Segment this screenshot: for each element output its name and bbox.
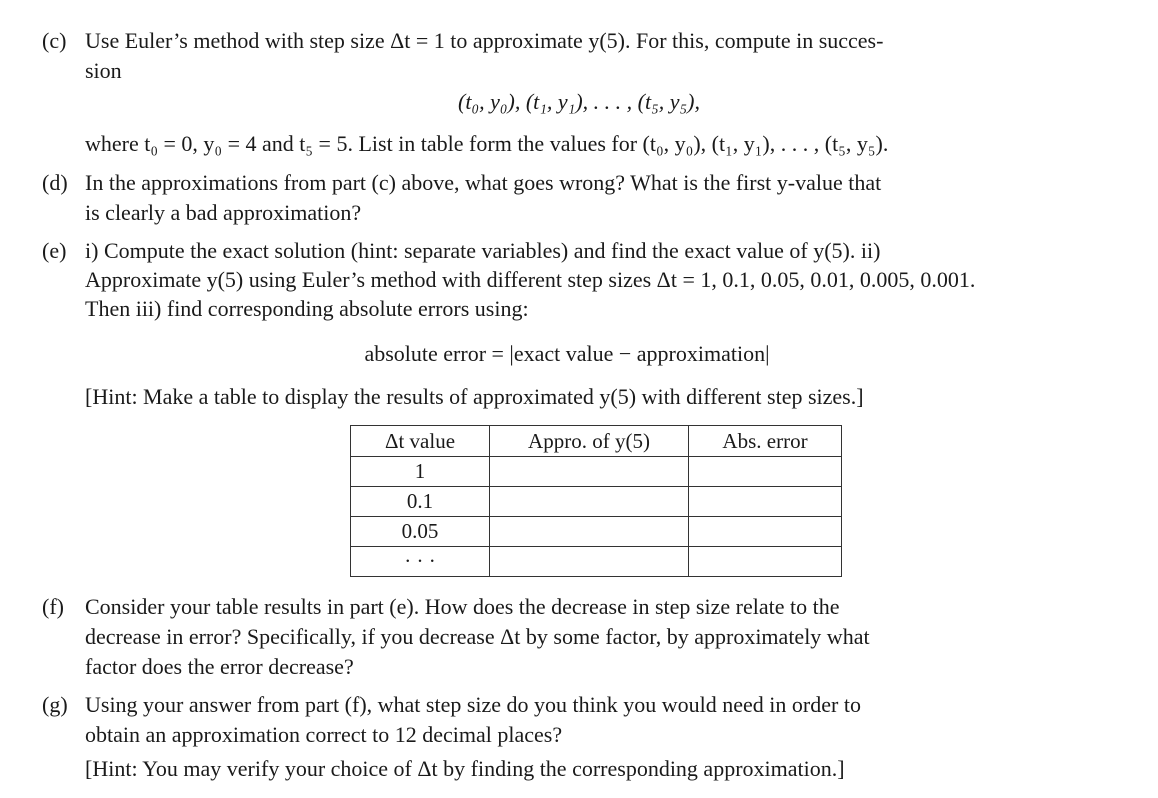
part-c-label: (c) bbox=[42, 28, 67, 53]
header-dt-value: Δt value bbox=[351, 426, 490, 457]
part-d-line-1: In the approximations from part (c) above, what goes wrong? What is the first y-value that bbox=[85, 170, 882, 195]
part-e-line-2: Approximate y(5) using Euler’s method with different step sizes Δt = 1, 0.1, 0.05, 0.01, 0.005, 0.001. bbox=[85, 267, 976, 292]
cell-dt: 0.1 bbox=[351, 487, 490, 517]
table-row bbox=[351, 487, 842, 517]
part-e-line-1: i) Compute the exact solution (hint: separate variables) and find the exact value of y(5). ii) bbox=[85, 238, 881, 263]
part-f-label: (f) bbox=[42, 594, 64, 619]
part-f-line-1: Consider your table results in part (e). How does the decrease in step size relate to the bbox=[85, 594, 840, 619]
cell-dt: 0.05 bbox=[351, 517, 490, 547]
cell-error bbox=[689, 547, 842, 577]
part-g-line-1: Using your answer from part (f), what step size do you think you would need in order to bbox=[85, 692, 861, 717]
cell-approx bbox=[490, 487, 689, 517]
cell-dt: 1 bbox=[351, 457, 490, 487]
part-g-label: (g) bbox=[42, 692, 68, 717]
part-c-line-2: sion bbox=[85, 58, 122, 83]
cell-error bbox=[689, 457, 842, 487]
part-e-hint: [Hint: Make a table to display the results of approximated y(5) with different step sizes.] bbox=[85, 384, 864, 409]
cell-error bbox=[689, 487, 842, 517]
cell-approx bbox=[490, 457, 689, 487]
part-e-line-3: Then iii) find corresponding absolute errors using: bbox=[85, 296, 529, 321]
part-g-hint: [Hint: You may verify your choice of Δt by finding the corresponding approximation.] bbox=[85, 756, 845, 781]
part-c-line-1: Use Euler’s method with step size Δt = 1 to approximate y(5). For this, compute in succes- bbox=[85, 28, 884, 53]
part-c-display-sequence: (t₀, y₀), (t₁, y₁), . . . , (t₅, y₅), bbox=[458, 89, 700, 114]
part-f-line-3: factor does the error decrease? bbox=[85, 654, 354, 679]
table-header-row bbox=[351, 426, 842, 457]
table-row bbox=[351, 547, 842, 577]
part-g-line-2: obtain an approximation correct to 12 decimal places? bbox=[85, 722, 563, 747]
cell-dt: · · · bbox=[351, 547, 490, 577]
absolute-error-formula: absolute error = |exact value − approximation| bbox=[364, 341, 770, 366]
part-d-label: (d) bbox=[42, 170, 68, 195]
cell-approx bbox=[490, 547, 689, 577]
header-approx: Appro. of y(5) bbox=[490, 426, 689, 457]
part-f-line-2: decrease in error? Specifically, if you decrease Δt by some factor, by approximately what bbox=[85, 624, 870, 649]
part-e-label: (e) bbox=[42, 238, 67, 263]
part-c-line-3: where t₀ = 0, y₀ = 4 and t₅ = 5. List in table form the values for (t₀, y₀), (t₁, y₁), . . . , (t₅, y₅). bbox=[85, 131, 889, 156]
table-row bbox=[351, 457, 842, 487]
table-row bbox=[351, 517, 842, 547]
header-abs-error: Abs. error bbox=[689, 426, 842, 457]
step-size-table bbox=[350, 425, 842, 577]
part-d-line-2: is clearly a bad approximation? bbox=[85, 200, 362, 225]
cell-error bbox=[689, 517, 842, 547]
cell-approx bbox=[490, 517, 689, 547]
